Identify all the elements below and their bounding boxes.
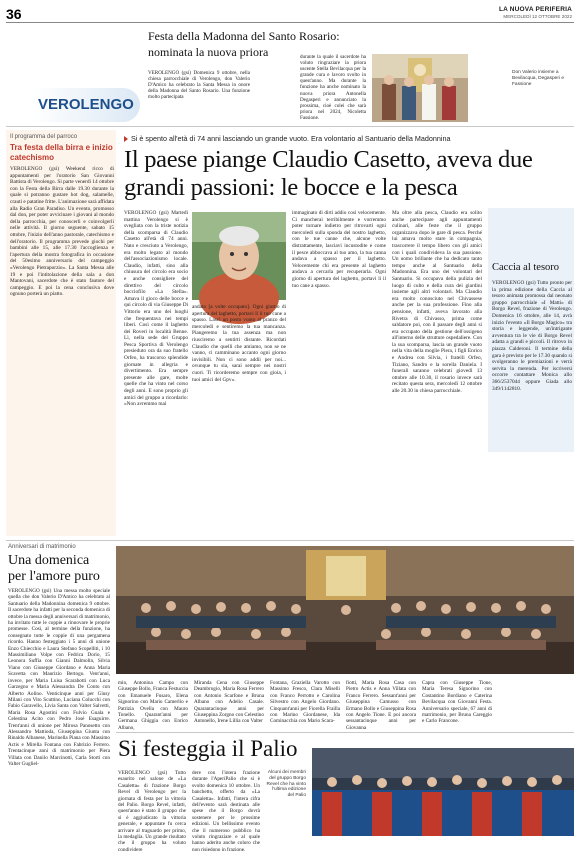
anniv-body5: fiotti, Maria Rosa Casa con Pietro Actis e Anna Villata con Franco Ferrero. Sessant'anni per Giuseppina Camusso con Ermano Bollo e Giuseppina Rosa con Angelo Tione. E poi ancora sessantacinque anni per Giovanna bbox=[346, 680, 416, 731]
header-date: MERCOLEDÌ 12 OTTOBRE 2022 bbox=[503, 14, 572, 19]
main-col1: VEROLENGO (gsi) Martedì mattina Verolengo si è svegliata con la triste notizia della scomparsa di Claudio Casetto all'età di 74 anni. Nato e cresciuto a Verolengo, era molto legato al mondo dell'associazionismo locale. Claudio, infatti, sino alla chiusura del circolo era socio e anche consigliere del direttivo del circolo bocciofilo «La Stella». Amava il gioco delle bocce e qui circolo di via Giuseppe Di Vittorio era uno dei luoghi che frequentava nei tempi liberi. Così come il laghetto dei Roveri in località Benne. Lì, nella sede del Gruppo Pesca Sportiva di Verolengo presieduto ora da suo fratello Orfeo, ha trascorso splendide giornate in allegria e divertimento. Era sempre presente alle gare, molte quelle che ha vinto nel corso degli anni. E sono proprio gli amici del gruppo a ricordarlo: «Non avremmo mai bbox=[124, 210, 188, 408]
madonna-lead: VEROLENGO (gsi) Domenica 9 ottobre, nella chiesa parrocchiale di Verolengo, don Valerio D'Amico ha celebrato la Santa Messa in onore della Madonna del Santo Rosario. Una funzione molto partecipata bbox=[148, 70, 250, 101]
anniv-body3: Miranda Cena con Giuseppe Deambrogio, Maria Rosa Ferrero con Antonio Scarfone e Bruna Albano con Adelio Casale. Quarantacinque anni per Giuseppina Zorgno con Celestino Antonello, Irene Lillia con Valter bbox=[194, 680, 264, 725]
birra-kicker: Il programma del parroco bbox=[10, 134, 78, 140]
palio-photo-art bbox=[312, 748, 574, 836]
section-name: VEROLENGO bbox=[38, 96, 134, 113]
anniv-photo-art bbox=[116, 546, 574, 674]
madonna-col2: durante la quale il sacerdote ha voluto ringraziare la priora uscente Stella Bevilacqua per la grande cura e lavoro svolto in quest'anno. Ma durante la funzione ha anche nominato la nuova priora Antonella Degasperi e annunciato la prossima, cioè colei che sarà priora nel 2024, Nicoletta Fassione. bbox=[300, 54, 366, 121]
casetto-photo bbox=[192, 212, 286, 300]
main-col3: immaginato di dirti addio così velocemente. Ci mancherai terribilmente e vorremmo poter tornare indietro per ritrovarti ogni mercoledì sulla sponda del nostro laghetto, con le tue canne che, alcune volte distrattamente, lasciavi incustodite e come il pesce abboccava al tuo amo, la tua canna andava a spasso per il laghetto. Velocemente chi era presente al laghetto andava a cercarla per recuperarla. Ogni giorno di apertura del laghetto, portavi lì il tuo cane a spasso. bbox=[292, 210, 386, 289]
birra-title: Tra festa della birra e inizio catechismo bbox=[10, 143, 113, 162]
page-number: 36 bbox=[6, 6, 22, 22]
anniv-body6: Capra con Giuseppe Tione, Maria Teresa Signorino con Costantino Bordiano e Caterina Bevilacqua con Giovanni Festa. Anniversario speciale, 67 anni di matrimonio, per Bruna Careggio e Carlo Francone. bbox=[422, 680, 492, 725]
caccia-body: VEROLENGO (gsi) Tutto pronto per la prima edizione della Caccia al tesoro animata promossa dal neonato gruppo parrocchiale «I Matti» di Borgo Revel, frazione di Verolengo. Domenica 16 ottobre, alle 14, avrà inizio l'evento «Il Borgo Magico» tra storia e leggende, un'intrigante avventura tra le vie di Borgo Revel adatta a grandi e piccoli. Il ritrovo in piazza Calderoni. Il termine della gara è previsto per le 17.30 quando si svolgeranno le premiazioni e verrà servita la merenda. Per iscriversi occorre contattare Monica allo 366/2537044 oppure Giada allo 349/1142810. bbox=[492, 280, 572, 392]
main-col4: Ma oltre alla pesca, Claudio era solito anche partecipare agli appuntamenti culinari, alle feste che il gruppo organizzava dopo le gare di pesca. Perché lui amava molto stare in compagnia, trascorrere il tempo libero con gli amici con i quali condivideva la sua passione. Un uomo brillante che ha dedicato tanto tempo anche al Santuario della Madonnina. Era uno dei volontari del Santuario. Si occupava della pulizia del luogo di culto e della cura dei giardini insieme agli altri volontari. Ma Claudio era molto conosciuto nel Chivassese anche per la sua professione. Fino alla pensione, infatti, aveva lavorato alla Rivetra di Chivasso, prima come saldatore poi, con il passare degli anni si era occupato della gestione dell'ossigeno all'interno delle strutture ospedaliere. Con la sua scomparsa, lascia un grande vuoto nella vita della moglie Piera, i figli Enrico e Andrea con Silvia, i fratelli Orfeo, Tiziano, Sandro e la sorella Daniela. I funerali saranno celebrati giovedì 13 ottobre alle 10.30, il rosario invece sarà recitato questa sera, mercoledì 12 ottobre alle 20.30 in chiesa parrocchiale. bbox=[392, 210, 482, 395]
anniv-title: Una domenica per l'amore puro bbox=[8, 553, 100, 584]
anniv-body2: min, Antonina Campo con Giuseppe Bollo, Franca Festuccia con Emanuele Fusaro, Elena Signorino con Mario Camerlio e Patrizia Ovella con Mauro Tonello. Quarant'anni per Germana Ghiggia con Enrico Albano, bbox=[118, 680, 189, 731]
madonna-title: Festa della Madonna del Santo Rosario: nominata la nuova priora bbox=[148, 29, 340, 59]
birra-body: VEROLENGO (gsi) Weekend ricco di appuntamenti per l'oratorio San Giovanni Battista di Verolengo. Si parte venerdì 14 ottobre con la Festa della Birra dalle 19.30 durante la quale si potranno gustare hot dog, salamelle, crauti e patatine fritte. L'animazione sarà affidata alla Radio Gran Paradiso. Un evento, promosso dal don, per poter avvicinare i giovani al mondo della parrocchia, per conoscerli e coinvolgerli nelle attività. Il giorno seguente, sabato 15 ottobre, l'inizio dell'anno pastorale, catechismo e dell'oratorio. Il programma prevede giochi per bambini alle 15, alle 17.30 l'accoglienza e l'apertura della mostra fotografica in occasione del 50esimo anniversario del campeggio «Verolengo Pietraporzio». La Santa Messa alle 19 e poi l'intitolazione della sala a don Mantovani, sacerdote che è stato fautore del campeggio. E poi la cena conclusiva dove ognuno porterà un piatto. bbox=[10, 166, 114, 298]
madonna-photo bbox=[372, 54, 468, 122]
palio-photo bbox=[312, 748, 574, 836]
main-subtitle-text: Si è spento all'età di 74 anni lasciando un grande vuoto. Era volontario al Santuario della Madonnina bbox=[131, 134, 451, 143]
palio-col2: dere con l'intera frazione durante l'AperiPalio che si è svolto domenica 10 ottobre. Un banchetto, offerto da «La Casaletta». Infatti, l'intera cifra dell'evento sarà destinata alle spese che il Borgo dovrà sostenere per le prossime edizioni. Un bellissimo evento che il numeroso pubblico ha voluto ringraziare e al quale hanno aderito anche coloro che non risiedono in frazione. bbox=[192, 770, 260, 853]
palio-caption: Alcuni dei membri del gruppo Borgo Revel che ha vinto l'ultima edizione del Palio bbox=[266, 770, 306, 799]
anniv-body4: Fontana, Graziella Varotto con Massimo Fresco, Clara Miselli con Franco Perrotto e Carolina Silvestro con Angelo Giordano. Cinquant'anni per Fiorella Frailla con Marino Giordanese, Ida Cominacchia con Mario Scara- bbox=[270, 680, 340, 725]
palio-col1: VEROLENGO (gsi) Tutto esaurito nel salone de «La Casaletta» di frazione Borgo Revel di Verolengo per la giornata di festa per la vittoria del Palio. Borgo Revel, infatti, quest'anno è stato il gruppo che si è aggiudicato la vittoria generale, e appuntate fu cerca arrivare al traguardo per primo, la medaglia. Un grande risultato che il gruppo ha voluto condividere bbox=[118, 770, 186, 853]
caccia-title: Caccia al tesoro bbox=[492, 262, 560, 273]
madonna-caption: Don Valerio insieme a Bevilacqua, Degasperi e Fassione bbox=[512, 70, 564, 87]
main-title: Il paese piange Claudio Casetto, aveva due grandi passioni: le bocce e la pesca bbox=[124, 146, 533, 201]
main-subtitle bbox=[124, 134, 574, 143]
anniv-photo bbox=[116, 546, 574, 674]
palio-title: Si festeggia il Palio bbox=[118, 736, 298, 761]
madonna-photo-art bbox=[372, 54, 468, 122]
anniv-body1: VEROLENGO (gsi) Una messa molto speciale quella che don Valerio D'Amico ha celebrato al Santuario della Madonnina domenica 9 ottobre. Il sacerdote ha infatti per la seconda domenica di ottobre la messa degli anniversari di matrimonio, ha invitato tutte le coppie a rinnovare le proprie promesse. Così, al termine della funzione, ha consegnato tutte le coppie di una pergamena ricordo. Hanno festeggiato i 5 anni di unione Enzo Chiecchio e Laura Stefano Scopelliti, i 10 Massimiliano Volpe con Fedrica Dorio, 15 Leonora Suffia con Gianni Dalmolin, Silvia Viano con Giuseppe Giordano e Anna Maria Scavetta con Maurizio Bertogo. Vent'anni, invece, per Maria Luisa Scarabotti con Luca Garzegno e Maria Alessandra De Conto con Alberto Aolino. Venticinque anni per Giusy Milani con Vito Scuttino, Luciana Colucchi con Fabio Garavello, Livia Santa con Valter Salvetti, Maria Rosa Agostini con Fulvio Guala e Celestina Acito con Pedro José Esaguirre. Trent'anni di unione per Mirosa Panosetto con Alessandro Mattioda, Giuseppina Giunta con Rinaldo Albanese, Marinella Piana con Massimo Actis e Mirella Fontana con Fabrizio Ferrero. Trentacinque anni di matrimonio per Piera Villata con Danilo Marcinotti, Carla Storti con Valter Gugliel- bbox=[8, 588, 110, 767]
anniv-kicker: Anniversari di matrimonio bbox=[8, 544, 76, 550]
section-banner bbox=[32, 88, 140, 122]
main-col2: andato [a volte occupato]. Ogni giorno di apertura del laghetto, portavi lì il tuo cane a spasso. Lasci un posto vuoto al pranzo del mercoledì e sentiremo la tua mancanza. Piangeremo la tua assenza ma non riusciremo a sentirti distante. Ricordati Claudio che quelli che amiamo, non se ne vanno, ci camminano accanto ogni giorno invisibili. Non ci sono addii per noi... ovunque tu sia, sarai sempre nei nostri cuori. Ti ricorderemo sempre con gioia, i tuoi amici del Gpv». bbox=[192, 304, 286, 383]
bullet-icon bbox=[124, 136, 128, 142]
casetto-photo-art bbox=[192, 212, 286, 300]
masthead: LA NUOVA PERIFERIA bbox=[498, 6, 572, 13]
